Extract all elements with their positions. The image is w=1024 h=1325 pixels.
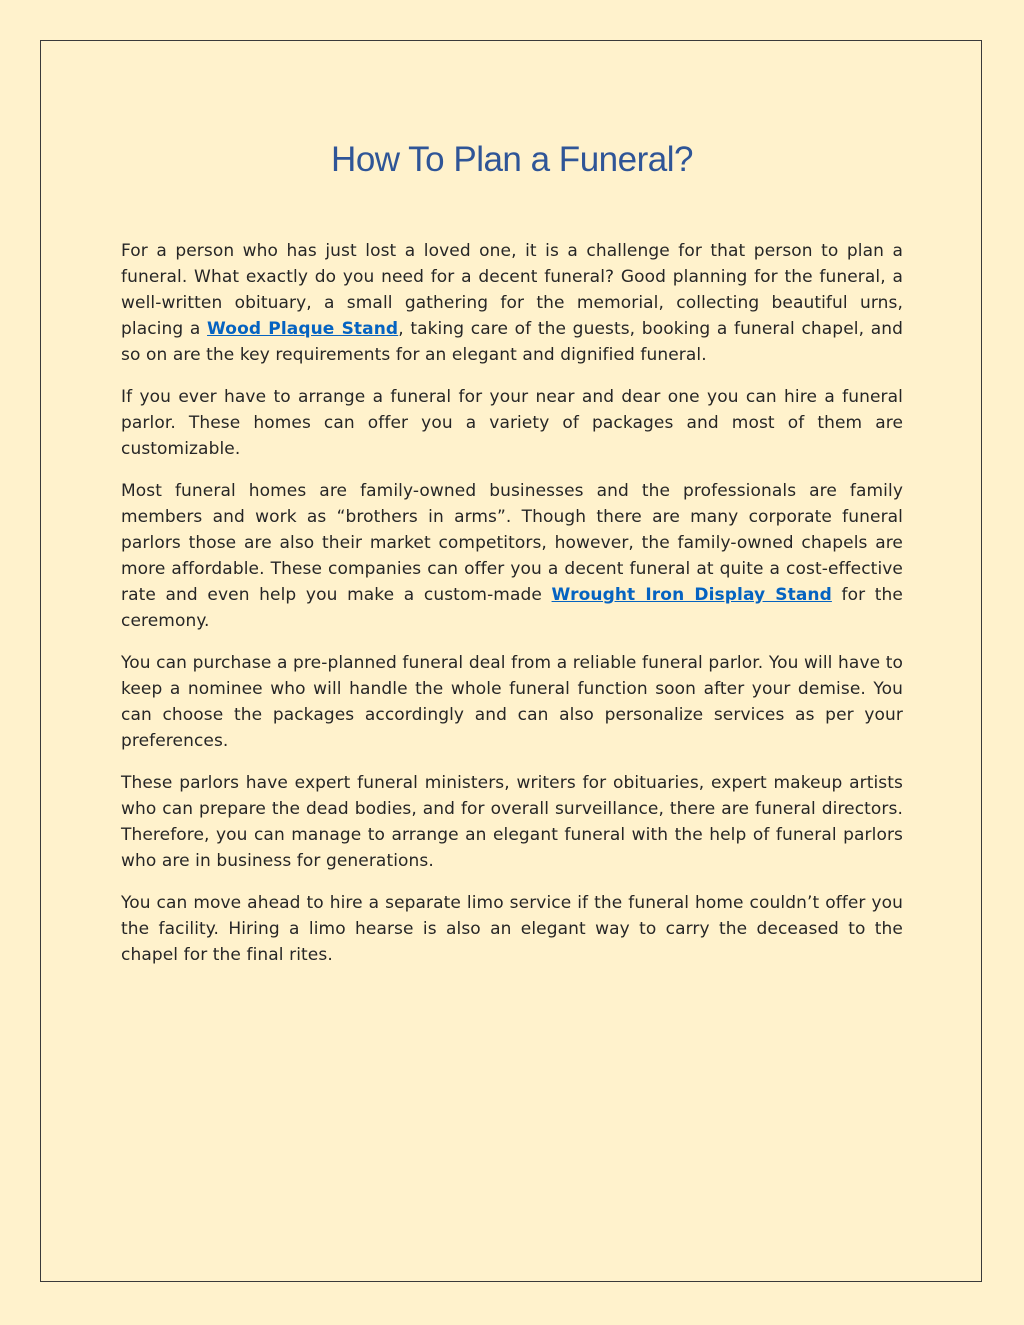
paragraph-3-text-after: for the ceremony. xyxy=(121,585,903,631)
wrought-iron-display-stand-link[interactable]: Wrought Iron Display Stand xyxy=(551,585,832,605)
paragraph-1-text-after: , taking care of the guests, booking a funeral chapel, and so on are the key requirements for an elegant and dignified funeral. xyxy=(121,319,903,365)
paragraph-3-text-before: Most funeral homes are family-owned businesses and the professionals are family members and work as “brothers in arms”. Though there are many corporate funeral parlors those are also their market competitors, however, the family-owned chapels are more affordable. These companies can offer you a decent funeral at quite a cost-effective rate and even help you make a custom-made xyxy=(121,481,903,605)
paragraph-1-text-before: For a person who has just lost a loved one, it is a challenge for that person to plan a funeral. What exactly do you need for a decent funeral? Good planning for the funeral, a well-written obituary, a small gathering for the memorial, collecting beautiful urns, placing a xyxy=(121,241,903,339)
wood-plaque-stand-link[interactable]: Wood Plaque Stand xyxy=(207,319,399,339)
paragraph-4: You can purchase a pre-planned funeral deal from a reliable funeral parlor. You will have to keep a nominee who will handle the whole funeral function soon after your demise. You can choose the packages accordingly and can also personalize services as per your preferences. xyxy=(121,653,903,751)
paragraph-6: You can move ahead to hire a separate limo service if the funeral home couldn’t offer you the facility. Hiring a limo hearse is also an elegant way to carry the deceased to the chapel for the final rites. xyxy=(121,893,903,965)
page-title: How To Plan a Funeral? xyxy=(331,140,693,179)
paragraph-3 xyxy=(121,478,903,634)
paragraph-1 xyxy=(121,238,903,368)
paragraph-5: These parlors have expert funeral ministers, writers for obituaries, expert makeup artists who can prepare the dead bodies, and for overall surveillance, there are funeral directors. Therefore, you can manage to arrange an elegant funeral with the help of funeral parlors who are in business for generations. xyxy=(121,773,903,871)
article-body xyxy=(121,238,903,984)
paragraph-2: If you ever have to arrange a funeral for your near and dear one you can hire a funeral parlor. These homes can offer you a variety of packages and most of them are customizable. xyxy=(121,387,903,459)
